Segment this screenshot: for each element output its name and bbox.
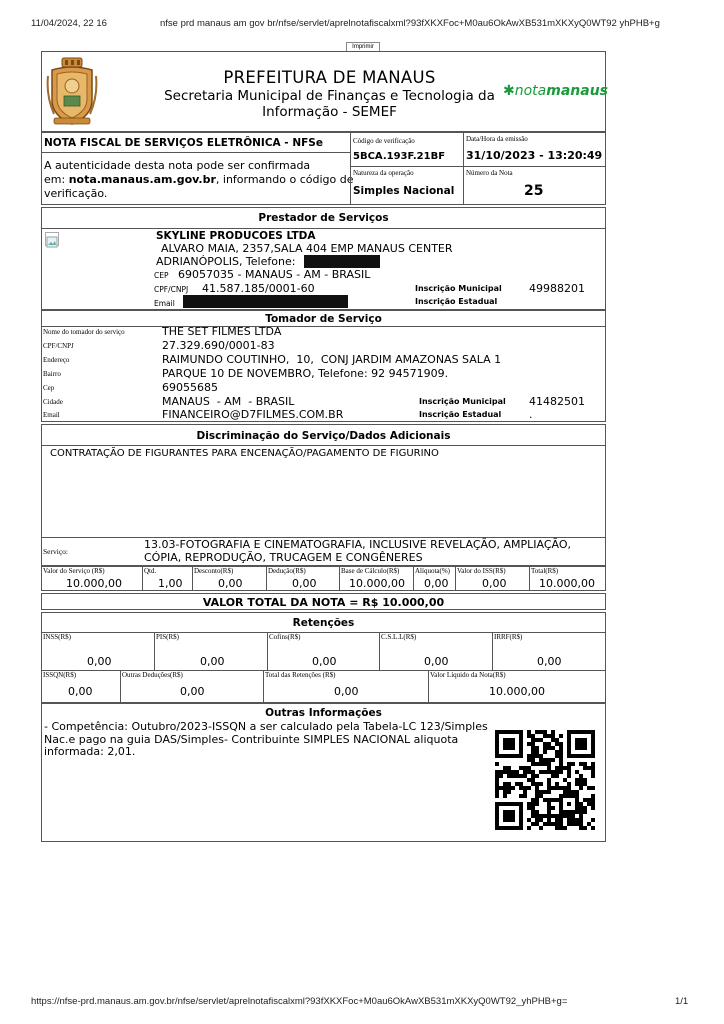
total-box xyxy=(41,593,606,610)
taker-im-value: 41482501 xyxy=(529,395,585,408)
ret-issqn-value: 0,00 xyxy=(68,685,93,698)
nfse-title: NOTA FISCAL DE SERVIÇOS ELETRÔNICA - NFSe xyxy=(44,137,323,149)
print-page-count: 1/1 xyxy=(675,996,689,1007)
taker-name-value: THE SET FILMES LTDA xyxy=(162,325,282,338)
provider-cnpj-label: CPF/CNPJ xyxy=(154,285,189,294)
taker-ie-value: . xyxy=(529,408,533,421)
val-discount-value: 0,00 xyxy=(218,577,243,590)
ret-net-value: 10.000,00 xyxy=(489,685,545,698)
taker-cep-value: 69055685 xyxy=(162,381,218,394)
taker-cep-label: Cep xyxy=(43,384,55,392)
val-qtd-label: Qtd. xyxy=(144,567,157,575)
ret-csll-label: C.S.L.L(R$) xyxy=(381,633,417,641)
provider-name: SKYLINE PRODUCOES LTDA xyxy=(156,230,316,242)
val-rate-value: 0,00 xyxy=(424,577,449,590)
val-total-value: 10.000,00 xyxy=(539,577,595,590)
ret-inss-label: INSS(R$) xyxy=(43,633,72,641)
provider-cep-label: CEP xyxy=(154,271,169,280)
taker-box xyxy=(41,310,606,422)
ret-irrf-label: IRRF(R$) xyxy=(494,633,523,641)
auth-line3: verificação. xyxy=(44,187,108,200)
val-service-label: Valor do Serviço (R$) xyxy=(43,567,105,575)
ret-inss-value: 0,00 xyxy=(87,655,112,668)
taker-cnpj-value: 27.329.690/0001-83 xyxy=(162,339,275,352)
auth-text xyxy=(44,159,354,201)
logo-suffix: manaus xyxy=(546,83,608,99)
provider-email-redaction xyxy=(183,295,348,308)
discrimination-section-title: Discriminação do Serviço/Dados Adicionais xyxy=(196,430,451,442)
taker-address-value: RAIMUNDO COUTINHO, 10, CONJ JARDIM AMAZONAS SALA 1 xyxy=(162,353,502,366)
other-info-line3: informada: 2,01. xyxy=(44,745,136,758)
values-row xyxy=(41,566,606,591)
provider-address-line2: ADRIANÓPOLIS, Telefone: xyxy=(156,255,296,268)
taker-city-label: Cidade xyxy=(43,398,63,406)
ret-csll-value: 0,00 xyxy=(424,655,449,668)
qr-code-icon[interactable] xyxy=(495,730,595,830)
val-iss-label: Valor do ISS(R$) xyxy=(457,567,506,575)
val-deduction-value: 0,00 xyxy=(292,577,317,590)
taker-email-label: Email xyxy=(43,411,60,419)
ret-total-value: 0,00 xyxy=(334,685,359,698)
provider-logo-broken-image-icon xyxy=(45,232,59,246)
taker-im-label: Inscrição Municipal xyxy=(419,397,506,406)
provider-phone-redaction xyxy=(304,255,380,268)
other-info-section-title: Outras Informações xyxy=(265,707,382,719)
ret-other-deductions-value: 0,00 xyxy=(180,685,205,698)
provider-cep-value: 69057035 - MANAUS - AM - BRASIL xyxy=(178,268,371,281)
provider-im-label: Inscrição Municipal xyxy=(415,284,502,293)
number-label: Número da Nota xyxy=(466,169,513,177)
taker-ie-label: Inscrição Estadual xyxy=(419,410,502,419)
service-line2: CÓPIA, REPRODUÇÃO, TRUCAGEM E CONGÊNERES xyxy=(144,551,423,564)
print-url-bottom: https://nfse-prd.manaus.am.gov.br/nfse/servlet/aprelnotafiscalxml?93fXKXFoc+M0au6OkAwXB531mXKXyQ0WT92_yhPHB+g= xyxy=(31,996,568,1007)
ret-cofins-label: Cofins(R$) xyxy=(269,633,301,641)
ret-net-label: Valor Líquido da Nota(R$) xyxy=(430,671,506,679)
val-service-value: 10.000,00 xyxy=(66,577,122,590)
city-title: PREFEITURA DE MANAUS xyxy=(223,68,436,87)
auth-site-link[interactable]: nota.manaus.am.gov.br xyxy=(68,173,216,186)
retentions-box xyxy=(41,612,606,703)
taker-city-value: MANAUS - AM - BRASIL xyxy=(162,395,295,408)
taker-section-title: Tomador de Serviço xyxy=(265,313,382,325)
other-info-text xyxy=(44,721,488,759)
other-info-line1: - Competência: Outubro/2023-ISSQN a ser calculado pela Tabela-LC 123/Simples xyxy=(44,720,488,733)
val-base-label: Base de Cálculo(R$) xyxy=(341,567,400,575)
emission-label: Data/Hora da emissão xyxy=(466,135,528,143)
ret-other-deductions-label: Outras Deduções(R$) xyxy=(122,671,183,679)
nature-value: Simples Nacional xyxy=(353,185,455,197)
nota-manaus-logo xyxy=(503,83,608,99)
taker-district-label: Bairro xyxy=(43,370,61,378)
ret-issqn-label: ISSQN(R$) xyxy=(43,671,77,679)
ret-pis-label: PIS(R$) xyxy=(156,633,179,641)
taker-cnpj-label: CPF/CNPJ xyxy=(43,342,74,350)
val-qtd-value: 1,00 xyxy=(158,577,183,590)
service-line1: 13.03-FOTOGRAFIA E CINEMATOGRAFIA, INCLUSIVE REVELAÇÃO, AMPLIAÇÃO, xyxy=(144,538,572,551)
ret-cofins-value: 0,00 xyxy=(312,655,337,668)
other-info-line2: Nac.e pago na guia DAS/Simples- Contribuinte SIMPLES NACIONAL aliquota xyxy=(44,732,459,746)
header-box xyxy=(41,51,606,132)
taker-address-label: Endereço xyxy=(43,356,70,364)
val-total-label: Total(R$) xyxy=(531,567,559,575)
logo-star-icon: ✱ xyxy=(503,83,515,99)
provider-section-title: Prestador de Serviços xyxy=(258,212,389,224)
ret-total-label: Total das Retenções (R$) xyxy=(265,671,336,679)
val-iss-value: 0,00 xyxy=(482,577,507,590)
total-label: VALOR TOTAL DA NOTA = R$ 10.000,00 xyxy=(202,596,445,609)
provider-address-line1: ALVARO MAIA, 2357,SALA 404 EMP MANAUS CENTER xyxy=(161,242,453,255)
auth-suffix: , informando o código de xyxy=(215,173,354,186)
nfse-info-box xyxy=(41,132,606,205)
logo-prefix: nota xyxy=(514,83,547,99)
val-base-value: 10.000,00 xyxy=(349,577,405,590)
ret-pis-value: 0,00 xyxy=(200,655,225,668)
print-button[interactable]: Imprimir xyxy=(346,42,380,51)
auth-prefix: em: xyxy=(44,173,69,186)
ret-irrf-value: 0,00 xyxy=(537,655,562,668)
code-label: Código de verificação xyxy=(353,137,415,145)
auth-line1: A autenticidade desta nota pode ser confirmada xyxy=(44,159,311,172)
provider-cnpj-value: 41.587.185/0001-60 xyxy=(202,282,315,295)
provider-ie-label: Inscrição Estadual xyxy=(415,297,498,306)
secretariat-line2: Informação - SEMEF xyxy=(262,104,397,120)
number-value: 25 xyxy=(524,183,544,199)
retentions-section-title: Retenções xyxy=(292,617,355,629)
provider-box xyxy=(41,207,606,310)
taker-name-label: Nome do tomador do serviço xyxy=(43,328,125,336)
service-label: Serviço: xyxy=(43,547,68,556)
other-info-box xyxy=(41,703,606,842)
taker-district-value: PARQUE 10 DE NOVEMBRO, Telefone: 92 94571909. xyxy=(162,367,449,380)
provider-im-value: 49988201 xyxy=(529,282,585,295)
provider-email-label: Email xyxy=(154,299,175,308)
discrimination-box xyxy=(41,424,606,566)
val-rate-label: Alíquota(%) xyxy=(415,567,450,575)
emission-value: 31/10/2023 - 13:20:49 xyxy=(466,149,603,162)
secretariat-line1: Secretaria Municipal de Finanças e Tecnologia da xyxy=(164,88,495,104)
manaus-coat-of-arms-icon xyxy=(46,56,98,128)
discrimination-text: CONTRATAÇÃO DE FIGURANTES PARA ENCENAÇÃO/PAGAMENTO DE FIGURINO xyxy=(50,448,439,459)
taker-email-value: FINANCEIRO@D7FILMES.COM.BR xyxy=(162,408,344,421)
code-value: 5BCA.193F.21BF xyxy=(353,151,446,162)
print-datetime: 11/04/2024, 22 16 xyxy=(31,18,107,29)
val-discount-label: Desconto(R$) xyxy=(194,567,234,575)
val-deduction-label: Dedução(R$) xyxy=(268,567,306,575)
nature-label: Natureza da operação xyxy=(353,169,414,177)
print-url-top: nfse prd manaus am gov br/nfse/servlet/aprelnotafiscalxml?93fXKXFoc+M0au6OkAwXB531mXKXyQ0WT92 yhPHB+g xyxy=(160,18,660,29)
